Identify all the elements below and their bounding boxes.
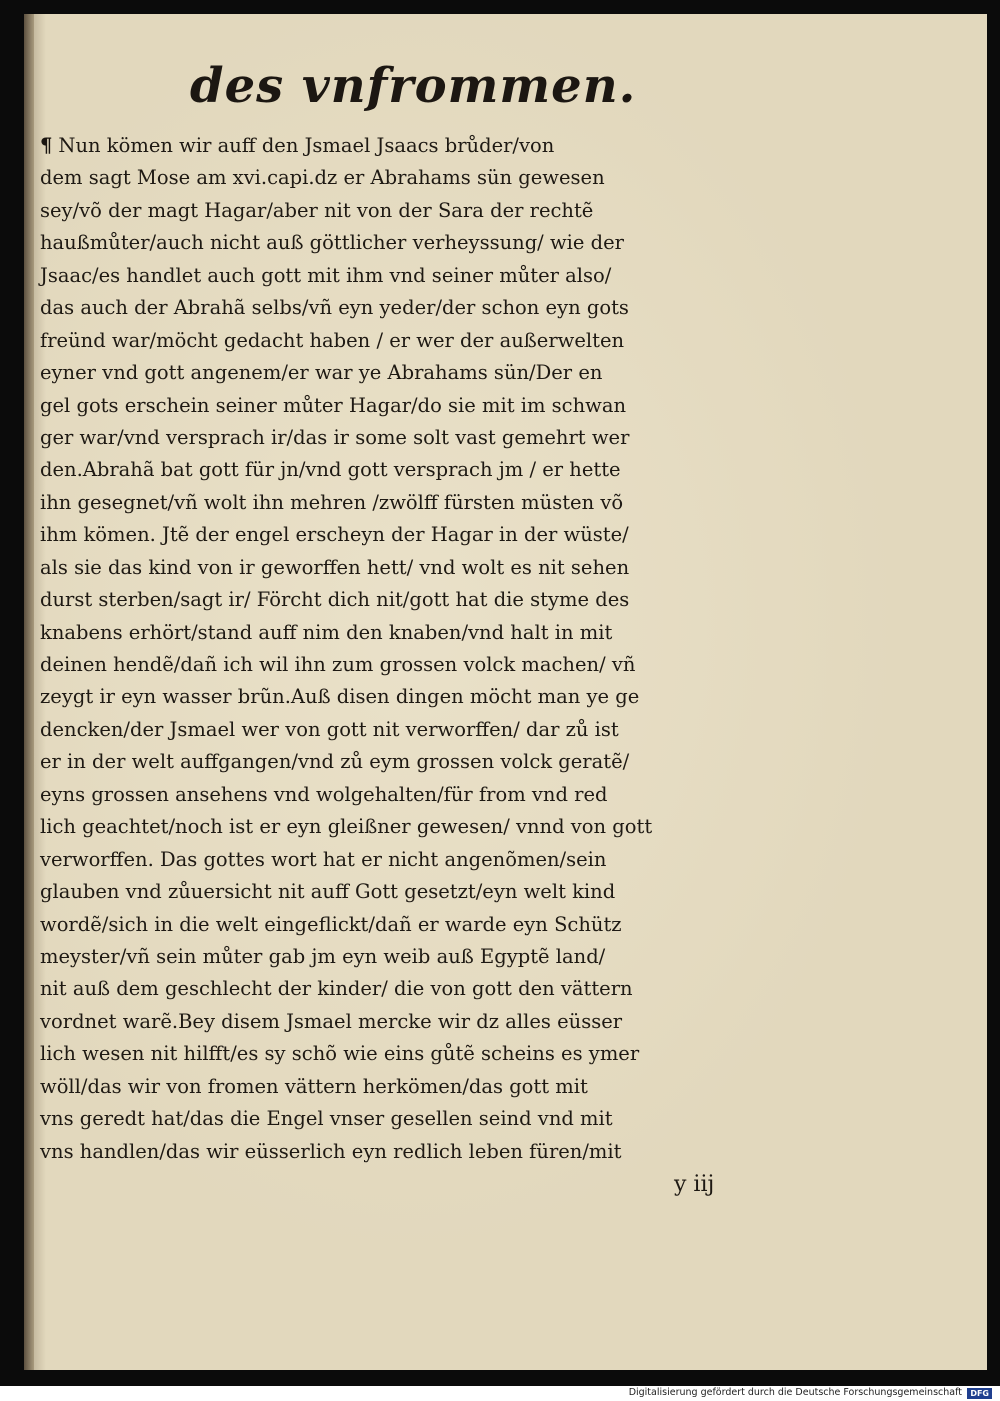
text-line: dem sagt Mose am xvi.capi.dz er Abrahams sün gewesen [40, 166, 605, 190]
text-line: als sie das kind von ir geworffen hett/ vnd wolt es nit sehen [40, 555, 630, 579]
text-line: sey/võ der magt Hagar/aber nit von der Sara der rechtẽ [40, 198, 594, 222]
text-line: er in der welt auffgangen/vnd zů eym grossen volck geratẽ/ [40, 750, 630, 774]
text-line: glauben vnd zůuersicht nit auff Gott gesetzt/eyn welt kind [40, 880, 616, 904]
text-line: gel gots erschein seiner můter Hagar/do sie mit im schwan [40, 393, 627, 417]
text-line: vns handlen/das wir eüsserlich eyn redlich leben füren/mit [40, 1139, 622, 1163]
text-line [40, 130, 820, 162]
text-line: wöll/das wir von fromen vättern herkömen/das gott mit [40, 1074, 588, 1098]
text-line: zeygt ir eyn wasser brũn.Auß disen dingen möcht man ye ge [40, 685, 640, 709]
text-line: wordẽ/sich in die welt eingeflickt/dañ er warde eyn Schütz [40, 912, 622, 936]
text-line: verworffen. Das gottes wort hat er nicht angenõmen/sein [40, 847, 607, 871]
text-line: eyner vnd gott angenem/er war ye Abrahams sün/Der en [40, 361, 603, 385]
signature-mark: y iij [674, 1172, 715, 1197]
text-line-content: Nun kömen wir auff den Jsmael Jsaacs brůder/von [58, 134, 555, 157]
footer-bar [0, 1386, 1000, 1401]
text-line: ihn gesegnet/vñ wolt ihn mehren /zwölff fürsten müsten võ [40, 490, 624, 514]
dfg-logo-icon: DFG [967, 1388, 992, 1399]
pilcrow-icon: ¶ [40, 134, 53, 157]
text-line: haußmůter/auch nicht auß göttlicher verheyssung/ wie der [40, 231, 624, 255]
text-line: knabens erhört/stand auff nim den knaben/vnd halt in mit [40, 620, 613, 644]
text-line: lich wesen nit hilfft/es sy schõ wie eins gůtẽ scheins es ymer [40, 1042, 640, 1066]
text-line: eyns grossen ansehens vnd wolgehalten/für from vnd red [40, 782, 608, 806]
text-line: lich geachtet/noch ist er eyn gleißner gewesen/ vnnd von gott [40, 815, 653, 839]
text-line: vordnet warẽ.Bey disem Jsmael mercke wir dz alles eüsser [40, 1009, 623, 1033]
text-line: freünd war/möcht gedacht haben / er wer der außerwelten [40, 328, 625, 352]
body-text [40, 130, 820, 1168]
page-binding-edge [24, 14, 34, 1370]
text-line: durst sterben/sagt ir/ Förcht dich nit/gott hat die styme des [40, 588, 630, 612]
text-line: vns geredt hat/das die Engel vnser gesellen seind vnd mit [40, 1107, 613, 1131]
text-line: deinen hendẽ/dañ ich wil ihn zum grossen volck machen/ vñ [40, 653, 636, 676]
text-line: den.Abrahã bat gott für jn/vnd gott versprach jm / er hette [40, 458, 621, 482]
text-line: meyster/vñ sein můter gab jm eyn weib auß Egyptẽ land/ [40, 944, 606, 968]
funding-credit: Digitalisierung gefördert durch die Deutsche Forschungsgemeinschaft [628, 1387, 962, 1398]
text-line: dencken/der Jsmael wer von gott nit verworffen/ dar zů ist [40, 717, 619, 741]
text-line: das auch der Abrahã selbs/vñ eyn yeder/der schon eyn gots [40, 296, 629, 320]
text-line: nit auß dem geschlecht der kinder/ die von gott den vättern [40, 977, 633, 1001]
text-line: Jsaac/es handlet auch gott mit ihm vnd seiner můter also/ [40, 263, 612, 287]
page-heading: des vnfrommen. [190, 58, 637, 114]
text-line: ihm kömen. Jtẽ der engel erscheyn der Hagar in der wüste/ [40, 523, 629, 547]
text-line: ger war/vnd versprach ir/das ir some solt vast gemehrt wer [40, 425, 630, 449]
